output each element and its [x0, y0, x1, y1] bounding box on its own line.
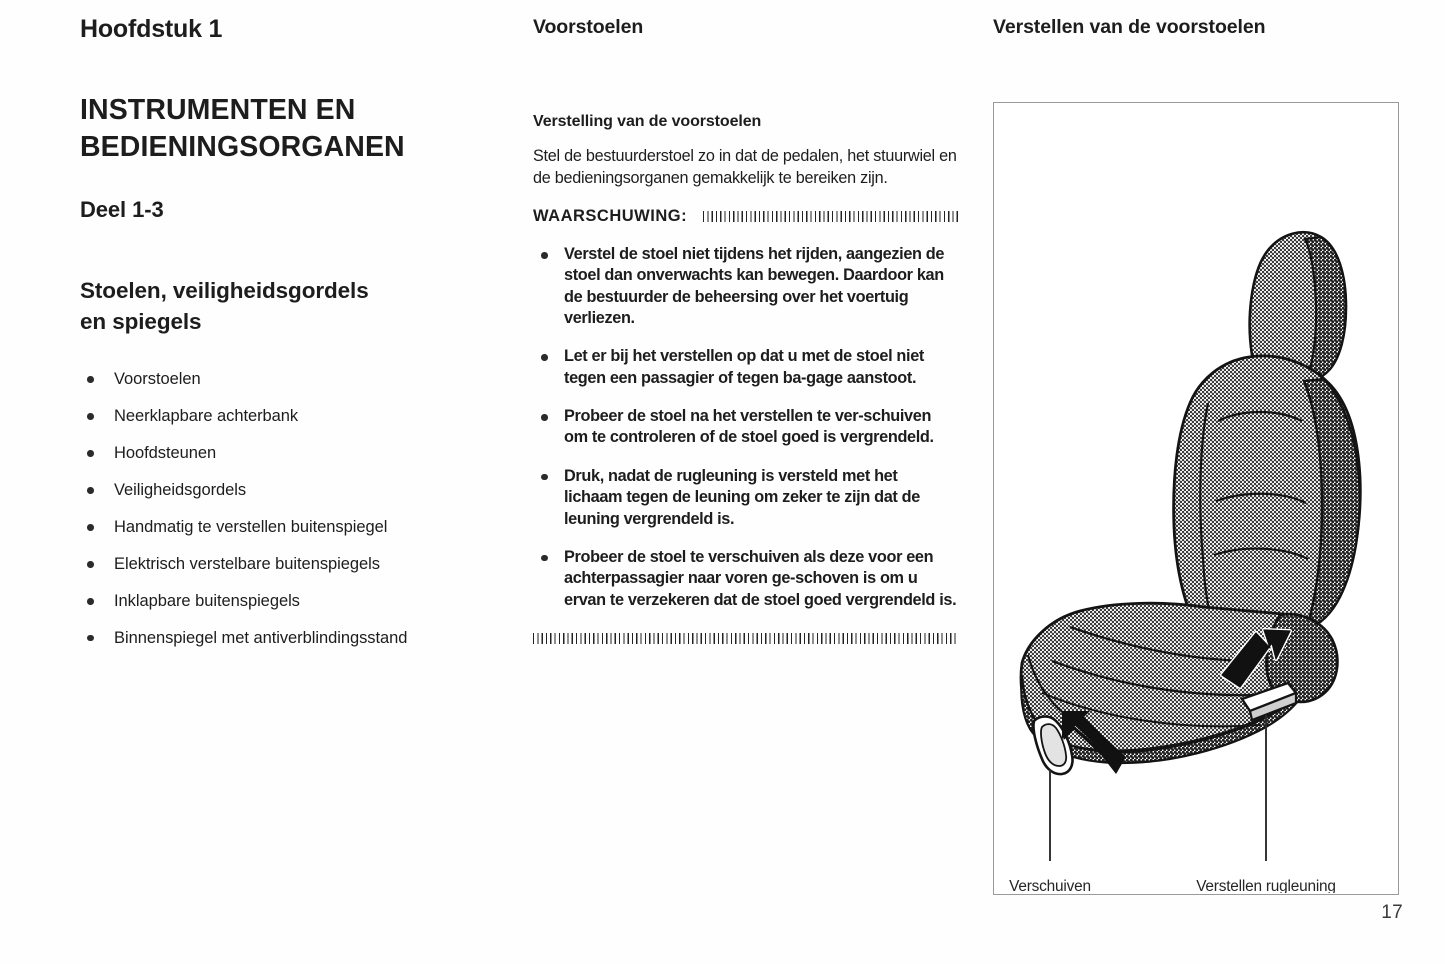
list-item-label: Binnenspiegel met antiverblindingsstand	[114, 628, 408, 647]
list-item-label: Voorstoelen	[114, 370, 201, 389]
list-item	[80, 406, 480, 427]
list-item	[533, 244, 958, 329]
section-title	[80, 275, 480, 337]
list-item-label: Neerklapbare achterbank	[114, 407, 299, 426]
bullet-dot-icon	[87, 413, 94, 420]
bullet-dot-icon	[87, 598, 94, 605]
figure-frame	[993, 102, 1399, 895]
bullet-dot-icon	[541, 414, 548, 421]
list-item	[80, 480, 480, 501]
chapter-label: Hoofdstuk 1	[80, 15, 223, 43]
list-item	[80, 628, 480, 649]
bullet-dot-icon	[87, 524, 94, 531]
subheading: Verstelling van de voorstoelen	[533, 113, 762, 130]
list-item-label: Veiligheidsgordels	[114, 481, 247, 500]
backrest	[1174, 356, 1361, 633]
bullet-dot-icon	[541, 354, 548, 361]
list-item-label: Inklapbare buitenspiegels	[114, 592, 300, 610]
callout-label-verschuiven: Verschuiven	[1009, 878, 1091, 893]
warning-header	[533, 207, 958, 226]
list-item-label: Verstel de stoel niet tijdens het rijden, aangezien de stoel dan onverwachts kan bewegen. Daardoor kan de bestuurder de beheersing over het voertuig verliezen.	[564, 245, 945, 328]
left-column	[80, 16, 480, 665]
list-item-label: Hoofdsteunen	[114, 444, 217, 463]
warning-list	[533, 244, 958, 611]
list-item	[80, 591, 480, 612]
page-number: 17	[1381, 902, 1403, 923]
section-title-line-2: en spiegels	[80, 309, 202, 335]
tick-rule-divider	[703, 211, 958, 222]
bullet-dot-icon	[541, 555, 548, 562]
page-title	[80, 92, 480, 168]
list-item	[80, 369, 480, 390]
part-label: Deel 1-3	[80, 197, 164, 223]
list-item-label: Elektrisch verstelbare buitenspiegels	[114, 555, 380, 574]
list-item-label: Let er bij het verstellen op dat u met de stoel niet tegen een passagier of tegen ba-gage aanstoot.	[564, 347, 924, 387]
bullet-dot-icon	[541, 474, 548, 481]
bullet-dot-icon	[87, 487, 94, 494]
list-item	[80, 554, 480, 575]
list-item	[533, 466, 958, 530]
tick-rule-closing	[533, 633, 958, 644]
warning-label: WAARSCHUWING:	[533, 207, 688, 226]
bullet-dot-icon	[87, 561, 94, 568]
list-item	[80, 517, 480, 538]
front-seat-adjustment-illustration	[994, 103, 1397, 893]
list-item	[533, 406, 958, 449]
list-item	[533, 547, 958, 611]
bullet-dot-icon	[87, 635, 94, 642]
page-title-line-2: BEDIENINGSORGANEN	[80, 131, 405, 164]
list-item-label: Druk, nadat de rugleuning is versteld met het lichaam tegen de leuning om zeker te zijn dat de leuning vergrendeld is.	[564, 466, 920, 528]
list-item	[80, 443, 480, 464]
list-item-label: Probeer de stoel te verschuiven als deze voor een achterpassagier naar voren ge-schoven is om u ervan te verzekeren dat de stoel goed vergrendeld is.	[564, 547, 957, 609]
list-item	[533, 346, 958, 389]
running-head-middle: Voorstoelen	[533, 16, 644, 38]
page-title-line-1: INSTRUMENTEN EN	[80, 93, 356, 126]
seat-drawing	[1009, 232, 1360, 893]
callout-label-verstellen-rugleuning: Verstellen rugleuning	[1196, 878, 1336, 893]
bullet-dot-icon	[87, 376, 94, 383]
list-item-label: Probeer de stoel na het verstellen te ver-schuiven om te controleren of de stoel goed is vergrendeld.	[564, 407, 934, 447]
table-of-contents-list	[80, 369, 480, 649]
intro-paragraph: Stel de bestuurderstoel zo in dat de pedalen, het stuurwiel en de bedieningsorganen gemakkelijk te bereiken zijn.	[533, 147, 957, 188]
running-head-right: Verstellen van de voorstoelen	[993, 16, 1266, 38]
right-column	[993, 16, 1403, 39]
section-title-line-1: Stoelen, veiligheidsgordels	[80, 278, 369, 304]
bullet-dot-icon	[87, 450, 94, 457]
middle-column	[533, 16, 958, 644]
bullet-dot-icon	[541, 252, 548, 259]
list-item-label: Handmatig te verstellen buitenspiegel	[114, 518, 388, 537]
